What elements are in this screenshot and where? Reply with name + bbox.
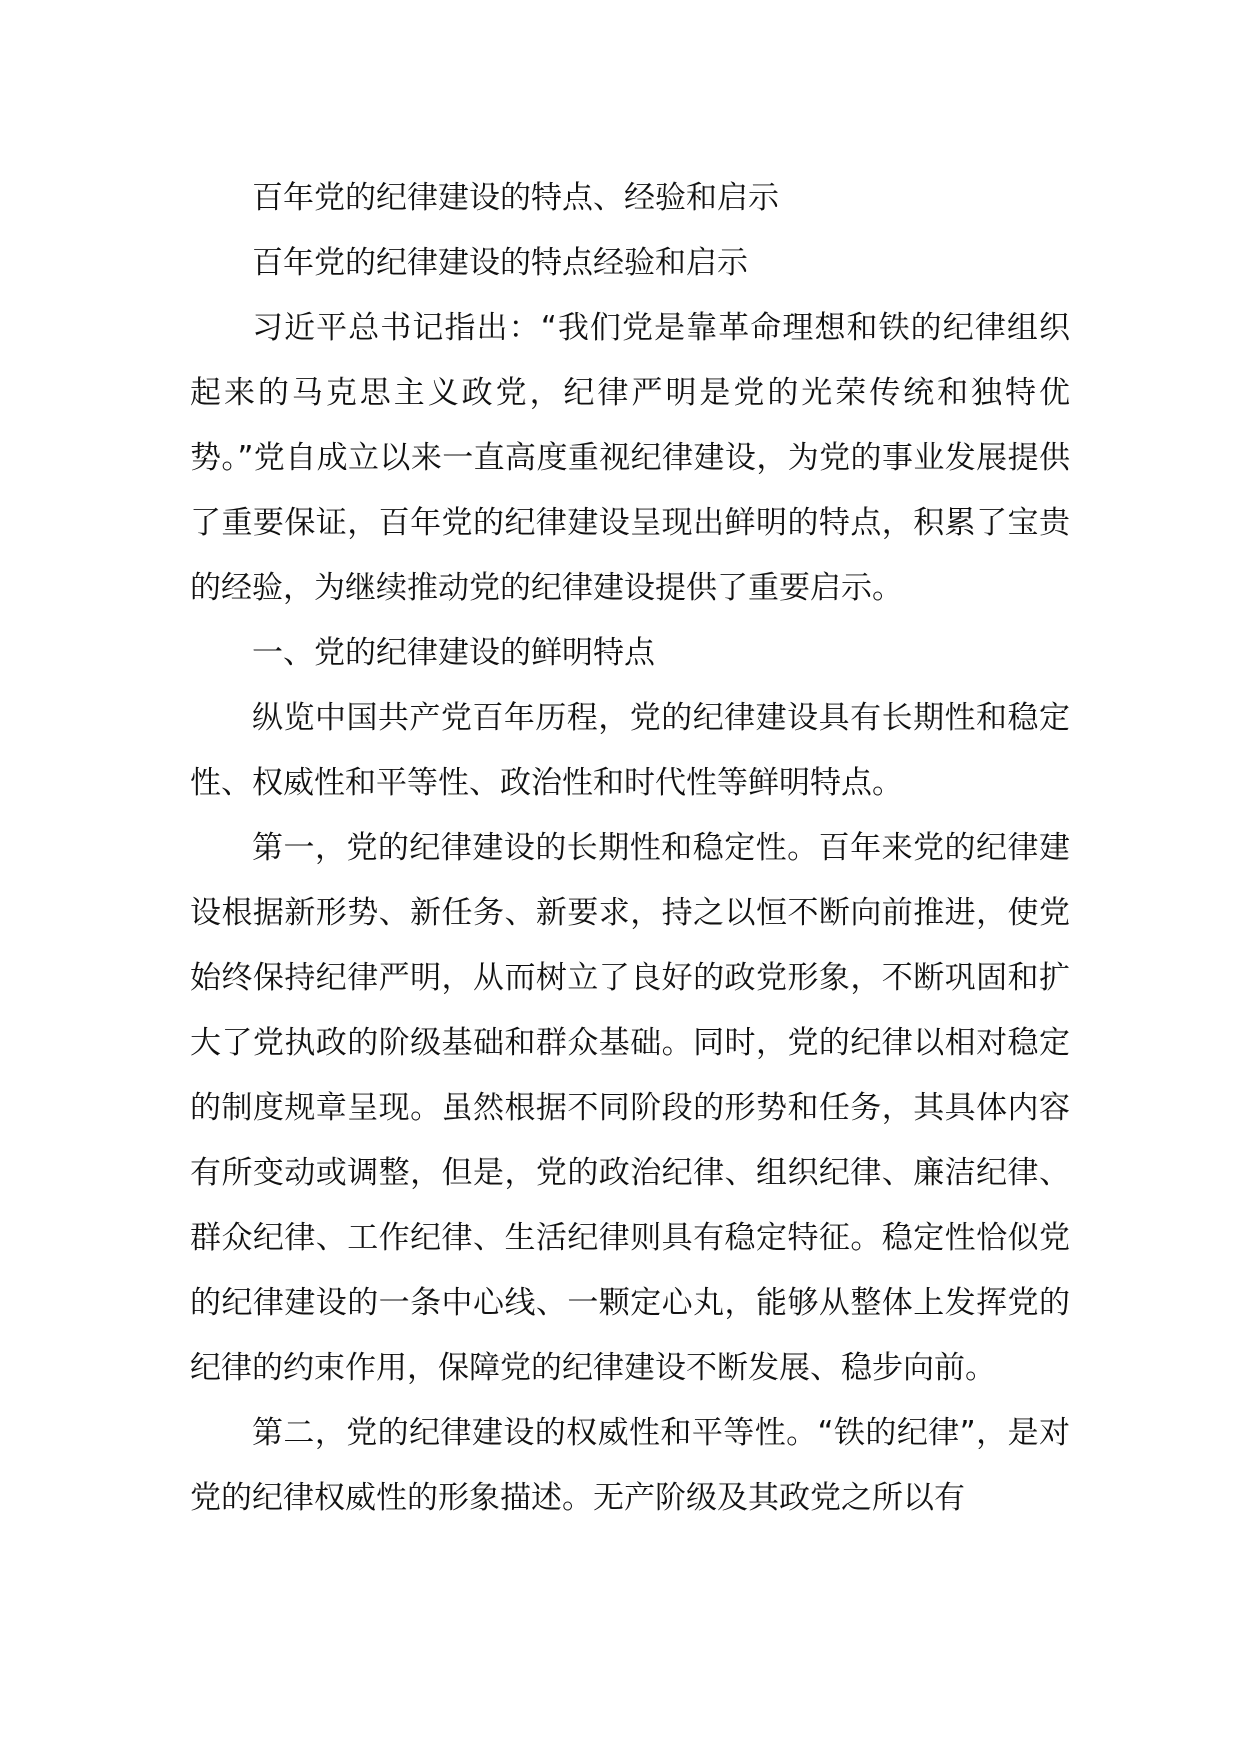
body-paragraph-second: 第二，党的纪律建设的权威性和平等性。“铁的纪律”，是对党的纪律权威性的形象描述。无产阶级及其政党之所以有 [190, 1415, 1070, 1516]
body-paragraph-first: 第一，党的纪律建设的长期性和稳定性。百年来党的纪律建设根据新形势、新任务、新要求，持之以恒不断向前推进，使党始终保持纪律严明，从而树立了良好的政党形象，不断巩固和扩大了党执政的阶级基础和群众基础。同时，党的纪律以相对稳定的制度规章呈现。虽然根据不同阶段的形势和任务，其具体内容有所变动或调整，但是，党的政治纪律、组织纪律、廉洁纪律、群众纪律、工作纪律、生活纪律则具有稳定特征。稳定性恰似党的纪律建设的一条中心线、一颗定心丸，能够从整体上发挥党的纪律的约束作用，保障党的纪律建设不断发展、稳步向前。 [190, 830, 1070, 1386]
document-title: 百年党的纪律建设的特点、经验和启示 [252, 180, 779, 216]
document-body [190, 166, 1070, 1531]
document-subtitle: 百年党的纪律建设的特点经验和启示 [252, 245, 748, 281]
body-paragraph-overview: 纵览中国共产党百年历程，党的纪律建设具有长期性和稳定性、权威性和平等性、政治性和时代性等鲜明特点。 [190, 700, 1070, 801]
body-paragraph-intro: 习近平总书记指出：“我们党是靠革命理想和铁的纪律组织起来的马克思主义政党，纪律严明是党的光荣传统和独特优势。”党自成立以来一直高度重视纪律建设，为党的事业发展提供了重要保证，百年党的纪律建设呈现出鲜明的特点，积累了宝贵的经验，为继续推动党的纪律建设提供了重要启示。 [190, 310, 1070, 606]
section-heading: 一、党的纪律建设的鲜明特点 [252, 635, 655, 671]
